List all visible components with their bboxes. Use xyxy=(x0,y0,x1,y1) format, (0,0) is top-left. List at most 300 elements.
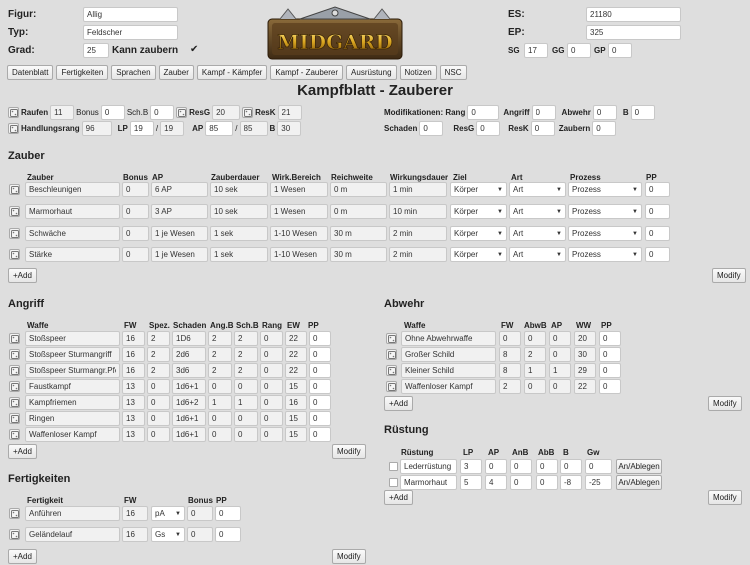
zauber-bereich-input[interactable] xyxy=(270,182,328,197)
angriff-cell-input[interactable] xyxy=(285,427,307,442)
mod-resk-input[interactable] xyxy=(531,121,555,136)
zauber-pp-input[interactable] xyxy=(645,204,670,219)
dice-icon[interactable] xyxy=(9,228,20,239)
abwehr-cell-input[interactable] xyxy=(549,363,571,378)
abwehr-cell-input[interactable] xyxy=(574,379,596,394)
handlungsrang-label: Handlungsrang xyxy=(21,124,80,133)
ruestung-modify-button[interactable]: Modify xyxy=(708,490,742,505)
zauber-bonus-input[interactable] xyxy=(122,226,149,241)
zauber-name-input[interactable] xyxy=(25,226,120,241)
angriff-cell-input[interactable] xyxy=(234,331,258,346)
ruestung-cell-input[interactable] xyxy=(510,459,532,474)
angriff-cell-input[interactable] xyxy=(208,347,232,362)
resg-label: ResG xyxy=(189,108,211,117)
lp-max-input[interactable] xyxy=(160,121,184,136)
dice-icon[interactable] xyxy=(176,107,187,118)
mod-resg-input[interactable] xyxy=(476,121,500,136)
angriff-cell-input[interactable] xyxy=(147,379,170,394)
tab-datenblatt[interactable]: Datenblatt xyxy=(7,65,53,80)
zauber-prozess-select-value: Prozess xyxy=(572,229,601,238)
angriff-cell-input[interactable] xyxy=(260,347,283,362)
fertigkeiten-section-title: Fertigkeiten xyxy=(8,473,71,485)
angriff-cell-input[interactable] xyxy=(285,331,307,346)
angriff-cell-input[interactable] xyxy=(234,379,258,394)
chevron-down-icon: ▼ xyxy=(632,251,638,258)
tab-nsc[interactable]: NSC xyxy=(440,65,467,80)
fertigkeit-attr-select[interactable] xyxy=(151,527,185,542)
fertigkeit-fw-input[interactable] xyxy=(122,527,148,542)
dice-icon[interactable] xyxy=(9,413,20,424)
dice-icon[interactable] xyxy=(9,365,20,376)
ep-input[interactable] xyxy=(586,25,681,40)
zauber-ziel-select[interactable] xyxy=(450,182,507,197)
ruestung-cell-input[interactable] xyxy=(460,459,482,474)
zauber-bereich-input[interactable] xyxy=(270,204,328,219)
dice-icon[interactable] xyxy=(386,381,397,392)
ap-label: AP xyxy=(192,124,204,133)
abwehr-add-button[interactable]: +Add xyxy=(384,396,413,411)
an-ablegen-button[interactable]: An/Ablegen xyxy=(616,475,662,490)
abwehr-cell-input[interactable] xyxy=(499,331,521,346)
zauber-reichweite-input[interactable] xyxy=(330,182,387,197)
mod-angriff-input[interactable] xyxy=(532,105,556,120)
angriff-cell-input[interactable] xyxy=(285,347,307,362)
col-header: PP xyxy=(646,173,657,182)
angriff-cell-input[interactable] xyxy=(260,411,283,426)
mod-angriff-label: Angriff xyxy=(503,108,530,117)
zauber-dauer-input[interactable] xyxy=(210,226,268,241)
angriff-cell-input[interactable] xyxy=(260,331,283,346)
ruestung-checkbox[interactable] xyxy=(389,462,398,471)
abwehr-cell-input[interactable] xyxy=(524,331,546,346)
abwehr-waffe-input[interactable] xyxy=(401,331,496,346)
grad-input[interactable] xyxy=(83,43,109,58)
mod-abwehr-input[interactable] xyxy=(593,105,617,120)
chevron-down-icon: ▼ xyxy=(632,208,638,215)
col-header: PP xyxy=(216,496,227,505)
chevron-down-icon: ▼ xyxy=(556,208,562,215)
dice-icon[interactable] xyxy=(9,429,20,440)
zauber-dauer-input[interactable] xyxy=(210,204,268,219)
chevron-down-icon: ▼ xyxy=(632,230,638,237)
ruestung-cell-input[interactable] xyxy=(560,459,582,474)
zauber-pp-input[interactable] xyxy=(645,182,670,197)
angriff-add-button[interactable]: +Add xyxy=(8,444,37,459)
angriff-cell-input[interactable] xyxy=(309,395,331,410)
angriff-cell-input[interactable] xyxy=(234,411,258,426)
angriff-waffe-input[interactable] xyxy=(25,347,120,362)
abwehr-cell-input[interactable] xyxy=(524,347,546,362)
col-header: Waffe xyxy=(27,321,49,330)
dice-icon[interactable] xyxy=(8,107,19,118)
figur-input[interactable] xyxy=(83,7,178,22)
angriff-cell-input[interactable] xyxy=(172,347,206,362)
gg-input[interactable] xyxy=(567,43,591,58)
ruestung-name-input[interactable] xyxy=(400,475,457,490)
handlungsrang-input[interactable] xyxy=(82,121,112,136)
an-ablegen-button[interactable]: An/Ablegen xyxy=(616,459,662,474)
kann-zaubern-label: Kann zaubern xyxy=(112,45,179,56)
fertigkeiten-modify-button[interactable]: Modify xyxy=(332,549,366,564)
zauber-reichweite-input[interactable] xyxy=(330,204,387,219)
fertigkeit-bonus-input[interactable] xyxy=(187,527,213,542)
abwehr-cell-input[interactable] xyxy=(599,331,621,346)
zauber-art-select[interactable] xyxy=(509,204,566,219)
fertigkeit-attr-select-value: Gs xyxy=(155,530,166,539)
raufen-label: Raufen xyxy=(21,108,49,117)
chevron-down-icon: ▼ xyxy=(632,186,638,193)
abwehr-cell-input[interactable] xyxy=(599,363,621,378)
angriff-modify-button[interactable]: Modify xyxy=(332,444,366,459)
dice-icon[interactable] xyxy=(386,365,397,376)
zauber-reichweite-input[interactable] xyxy=(330,226,387,241)
page-title: Kampfblatt - Zauberer xyxy=(297,82,453,99)
dice-icon[interactable] xyxy=(8,123,19,134)
angriff-cell-input[interactable] xyxy=(309,411,331,426)
dice-icon[interactable] xyxy=(9,529,20,540)
angriff-cell-input[interactable] xyxy=(208,331,232,346)
mod-b-input[interactable] xyxy=(631,105,655,120)
schb-label: Sch.B xyxy=(126,108,149,117)
zauber-ap-input[interactable] xyxy=(151,182,208,197)
dice-icon[interactable] xyxy=(9,381,20,392)
logo-text: MIDGARD xyxy=(277,30,393,54)
tab-kampf-kaempfer[interactable]: Kampf - Kämpfer xyxy=(197,65,267,80)
angriff-cell-input[interactable] xyxy=(285,363,307,378)
zauber-art-select[interactable] xyxy=(509,247,566,262)
zauber-section-title: Zauber xyxy=(8,150,45,162)
mod-abwehr-label: Abwehr xyxy=(561,108,591,117)
angriff-cell-input[interactable] xyxy=(234,363,258,378)
abwehr-cell-input[interactable] xyxy=(599,379,621,394)
mod-zaubern-input[interactable] xyxy=(592,121,616,136)
chevron-down-icon: ▼ xyxy=(497,186,503,193)
angriff-waffe-input[interactable] xyxy=(25,427,120,442)
zauber-ap-input[interactable] xyxy=(151,204,208,219)
angriff-cell-input[interactable] xyxy=(260,395,283,410)
mod-rang-input[interactable] xyxy=(467,105,499,120)
abwehr-cell-input[interactable] xyxy=(549,331,571,346)
resk-label: ResK xyxy=(255,108,276,117)
angriff-cell-input[interactable] xyxy=(309,347,331,362)
zauber-prozess-select-value: Prozess xyxy=(572,207,601,216)
angriff-cell-input[interactable] xyxy=(147,411,170,426)
angriff-cell-input[interactable] xyxy=(172,395,206,410)
col-header: AbwB xyxy=(524,321,547,330)
angriff-cell-input[interactable] xyxy=(285,379,307,394)
col-header: AnB xyxy=(512,448,529,457)
zauber-art-select-value: Art xyxy=(513,229,524,238)
ruestung-cell-input[interactable] xyxy=(460,475,482,490)
ap-input[interactable] xyxy=(205,121,233,136)
gp-label: GP xyxy=(594,46,606,55)
dice-icon[interactable] xyxy=(9,397,20,408)
col-header: Rang xyxy=(262,321,282,330)
angriff-cell-input[interactable] xyxy=(260,427,283,442)
angriff-cell-input[interactable] xyxy=(147,331,170,346)
es-label: ES: xyxy=(508,9,525,20)
abwehr-waffe-input[interactable] xyxy=(401,347,496,362)
fertigkeiten-add-button[interactable]: +Add xyxy=(8,549,37,564)
tab-notizen[interactable]: Notizen xyxy=(400,65,437,80)
angriff-cell-input[interactable] xyxy=(208,411,232,426)
col-header: Ang.B xyxy=(210,321,234,330)
angriff-cell-input[interactable] xyxy=(172,379,206,394)
angriff-waffe-input[interactable] xyxy=(25,331,120,346)
fertigkeit-name-input[interactable] xyxy=(25,527,120,542)
zauber-prozess-select[interactable] xyxy=(568,204,642,219)
col-header: Schaden xyxy=(173,321,207,330)
abwehr-modify-button[interactable]: Modify xyxy=(708,396,742,411)
angriff-cell-input[interactable] xyxy=(309,427,331,442)
zauber-art-select[interactable] xyxy=(509,226,566,241)
zauber-wirkungsdauer-input[interactable] xyxy=(389,204,447,219)
fertigkeit-pp-input[interactable] xyxy=(215,527,241,542)
angriff-cell-input[interactable] xyxy=(208,379,232,394)
b-label: B xyxy=(269,124,276,133)
midgard-logo xyxy=(260,5,410,63)
zauber-ap-input[interactable] xyxy=(151,226,208,241)
lp-slash: / xyxy=(155,124,159,133)
zauber-modify-button[interactable]: Modify xyxy=(712,268,746,283)
angriff-cell-input[interactable] xyxy=(260,379,283,394)
resk-input[interactable] xyxy=(278,105,302,120)
es-input[interactable] xyxy=(586,7,681,22)
col-header: Spez. xyxy=(149,321,170,330)
chevron-down-icon: ▼ xyxy=(556,230,562,237)
zauber-name-input[interactable] xyxy=(25,247,120,262)
angriff-cell-input[interactable] xyxy=(172,411,206,426)
resg-input[interactable] xyxy=(212,105,240,120)
fertigkeit-pp-input[interactable] xyxy=(215,506,241,521)
col-header: Zauber xyxy=(27,173,54,182)
dice-icon[interactable] xyxy=(9,184,20,195)
abwehr-cell-input[interactable] xyxy=(524,363,546,378)
chevron-down-icon: ▼ xyxy=(175,510,181,517)
tab-kampf-zauberer[interactable]: Kampf - Zauberer xyxy=(270,65,343,80)
zauber-wirkungsdauer-input[interactable] xyxy=(389,247,447,262)
sg-label: SG xyxy=(508,46,520,55)
dice-icon[interactable] xyxy=(9,333,20,344)
chevron-down-icon: ▼ xyxy=(497,251,503,258)
col-header: Reichweite xyxy=(331,173,373,182)
col-header: AbB xyxy=(538,448,555,457)
mod-schaden-input[interactable] xyxy=(419,121,443,136)
chevron-down-icon: ▼ xyxy=(497,208,503,215)
zauber-reichweite-input[interactable] xyxy=(330,247,387,262)
ruestung-cell-input[interactable] xyxy=(536,475,558,490)
zauber-wirkungsdauer-input[interactable] xyxy=(389,182,447,197)
b-input[interactable] xyxy=(277,121,301,136)
tab-fertigkeiten[interactable]: Fertigkeiten xyxy=(56,65,108,80)
ruestung-cell-input[interactable] xyxy=(560,475,582,490)
mod-schaden-label: Schaden xyxy=(384,124,418,133)
lp-label: LP xyxy=(117,124,128,133)
col-header: AP xyxy=(551,321,563,330)
zauber-art-select-value: Art xyxy=(513,250,524,259)
angriff-waffe-input[interactable] xyxy=(25,379,120,394)
ruestung-name-input[interactable] xyxy=(400,459,457,474)
zauber-add-button[interactable]: +Add xyxy=(8,268,37,283)
zauber-name-input[interactable] xyxy=(25,182,120,197)
col-header: Prozess xyxy=(570,173,601,182)
typ-input[interactable] xyxy=(83,25,178,40)
abwehr-cell-input[interactable] xyxy=(599,347,621,362)
angriff-waffe-input[interactable] xyxy=(25,411,120,426)
angriff-cell-input[interactable] xyxy=(234,347,258,362)
zauber-ziel-select-value: Körper xyxy=(454,229,479,238)
fertigkeit-fw-input[interactable] xyxy=(122,506,148,521)
angriff-cell-input[interactable] xyxy=(172,363,206,378)
fertigkeit-attr-select[interactable] xyxy=(151,506,185,521)
dice-icon[interactable] xyxy=(242,107,253,118)
typ-label: Typ: xyxy=(8,27,29,38)
zauber-bonus-input[interactable] xyxy=(122,182,149,197)
raufen-bonus-input[interactable] xyxy=(101,105,125,120)
ruestung-add-button[interactable]: +Add xyxy=(384,490,413,505)
angriff-cell-input[interactable] xyxy=(309,363,331,378)
zauber-art-select-value: Art xyxy=(513,207,524,216)
angriff-cell-input[interactable] xyxy=(122,347,145,362)
zauber-ziel-select-value: Körper xyxy=(454,185,479,194)
abwehr-cell-input[interactable] xyxy=(574,331,596,346)
ruestung-section-title: Rüstung xyxy=(384,424,429,436)
ruestung-cell-input[interactable] xyxy=(510,475,532,490)
zauber-bonus-input[interactable] xyxy=(122,247,149,262)
col-header: FW xyxy=(501,321,514,330)
abwehr-cell-input[interactable] xyxy=(499,363,521,378)
angriff-cell-input[interactable] xyxy=(208,427,232,442)
zauber-art-select[interactable] xyxy=(509,182,566,197)
ap-max-input[interactable] xyxy=(240,121,268,136)
ruestung-cell-input[interactable] xyxy=(485,459,507,474)
col-header: LP xyxy=(463,448,474,457)
dice-icon[interactable] xyxy=(9,349,20,360)
chevron-down-icon: ▼ xyxy=(556,186,562,193)
angriff-cell-input[interactable] xyxy=(172,331,206,346)
dice-icon[interactable] xyxy=(386,333,397,344)
zauber-ziel-select[interactable] xyxy=(450,247,507,262)
zauber-prozess-select-value: Prozess xyxy=(572,250,601,259)
angriff-cell-input[interactable] xyxy=(309,379,331,394)
angriff-waffe-input[interactable] xyxy=(25,395,120,410)
fertigkeit-bonus-input[interactable] xyxy=(187,506,213,521)
zauber-prozess-select[interactable] xyxy=(568,226,642,241)
angriff-cell-input[interactable] xyxy=(122,427,145,442)
zauber-dauer-input[interactable] xyxy=(210,247,268,262)
angriff-cell-input[interactable] xyxy=(147,347,170,362)
abwehr-waffe-input[interactable] xyxy=(401,379,496,394)
angriff-cell-input[interactable] xyxy=(147,395,170,410)
abwehr-cell-input[interactable] xyxy=(549,379,571,394)
angriff-waffe-input[interactable] xyxy=(25,363,120,378)
raufen-schb-input[interactable] xyxy=(150,105,174,120)
chevron-down-icon: ▼ xyxy=(175,531,181,538)
gp-input[interactable] xyxy=(608,43,632,58)
abwehr-waffe-input[interactable] xyxy=(401,363,496,378)
angriff-cell-input[interactable] xyxy=(285,411,307,426)
tab-sprachen[interactable]: Sprachen xyxy=(111,65,155,80)
angriff-cell-input[interactable] xyxy=(285,395,307,410)
angriff-cell-input[interactable] xyxy=(122,331,145,346)
tab-ausruestung[interactable]: Ausrüstung xyxy=(346,65,396,80)
zauber-wirkungsdauer-input[interactable] xyxy=(389,226,447,241)
ruestung-cell-input[interactable] xyxy=(485,475,507,490)
angriff-cell-input[interactable] xyxy=(234,395,258,410)
fertigkeit-name-input[interactable] xyxy=(25,506,120,521)
ap-slash: / xyxy=(235,124,238,133)
sg-input[interactable] xyxy=(524,43,548,58)
zauber-prozess-select-value: Prozess xyxy=(572,185,601,194)
col-header: Wirkungsdauer xyxy=(390,173,449,182)
abwehr-cell-input[interactable] xyxy=(499,379,521,394)
zauber-pp-input[interactable] xyxy=(645,247,670,262)
col-header: Ziel xyxy=(453,173,467,182)
angriff-cell-input[interactable] xyxy=(122,411,145,426)
angriff-cell-input[interactable] xyxy=(208,363,232,378)
zauber-ziel-select[interactable] xyxy=(450,204,507,219)
angriff-cell-input[interactable] xyxy=(147,363,170,378)
angriff-section-title: Angriff xyxy=(8,298,45,310)
chevron-down-icon: ▼ xyxy=(497,230,503,237)
abwehr-cell-input[interactable] xyxy=(524,379,546,394)
angriff-cell-input[interactable] xyxy=(260,363,283,378)
dice-icon[interactable] xyxy=(9,249,20,260)
angriff-cell-input[interactable] xyxy=(309,331,331,346)
chevron-down-icon: ▼ xyxy=(556,251,562,258)
kann-zaubern-checkbox[interactable]: ✔ xyxy=(190,44,199,55)
abwehr-cell-input[interactable] xyxy=(499,347,521,362)
tab-zauber[interactable]: Zauber xyxy=(159,65,194,80)
angriff-cell-input[interactable] xyxy=(172,427,206,442)
col-header: AP xyxy=(152,173,164,182)
abwehr-cell-input[interactable] xyxy=(574,347,596,362)
dice-icon[interactable] xyxy=(9,206,20,217)
zauber-name-input[interactable] xyxy=(25,204,120,219)
abwehr-cell-input[interactable] xyxy=(574,363,596,378)
zauber-prozess-select[interactable] xyxy=(568,247,642,262)
zauber-ap-input[interactable] xyxy=(151,247,208,262)
angriff-cell-input[interactable] xyxy=(208,395,232,410)
ruestung-cell-input[interactable] xyxy=(536,459,558,474)
angriff-cell-input[interactable] xyxy=(122,379,145,394)
zauber-bereich-input[interactable] xyxy=(270,226,328,241)
angriff-cell-input[interactable] xyxy=(147,427,170,442)
ruestung-checkbox[interactable] xyxy=(389,478,398,487)
zauber-bonus-input[interactable] xyxy=(122,204,149,219)
zauber-ziel-select[interactable] xyxy=(450,226,507,241)
abwehr-cell-input[interactable] xyxy=(549,347,571,362)
zauber-prozess-select[interactable] xyxy=(568,182,642,197)
angriff-cell-input[interactable] xyxy=(122,395,145,410)
angriff-cell-input[interactable] xyxy=(234,427,258,442)
col-header: Bonus xyxy=(123,173,148,182)
zauber-ziel-select-value: Körper xyxy=(454,207,479,216)
dice-icon[interactable] xyxy=(9,508,20,519)
dice-icon[interactable] xyxy=(386,349,397,360)
lp-input[interactable] xyxy=(130,121,154,136)
gg-label: GG xyxy=(552,46,565,55)
angriff-cell-input[interactable] xyxy=(122,363,145,378)
col-header: Wirk.Bereich xyxy=(272,173,321,182)
raufen-input[interactable] xyxy=(50,105,74,120)
zauber-dauer-input[interactable] xyxy=(210,182,268,197)
ruestung-cell-input[interactable] xyxy=(585,475,612,490)
zauber-bereich-input[interactable] xyxy=(270,247,328,262)
ruestung-cell-input[interactable] xyxy=(585,459,612,474)
tab-bar xyxy=(7,65,467,80)
zauber-pp-input[interactable] xyxy=(645,226,670,241)
